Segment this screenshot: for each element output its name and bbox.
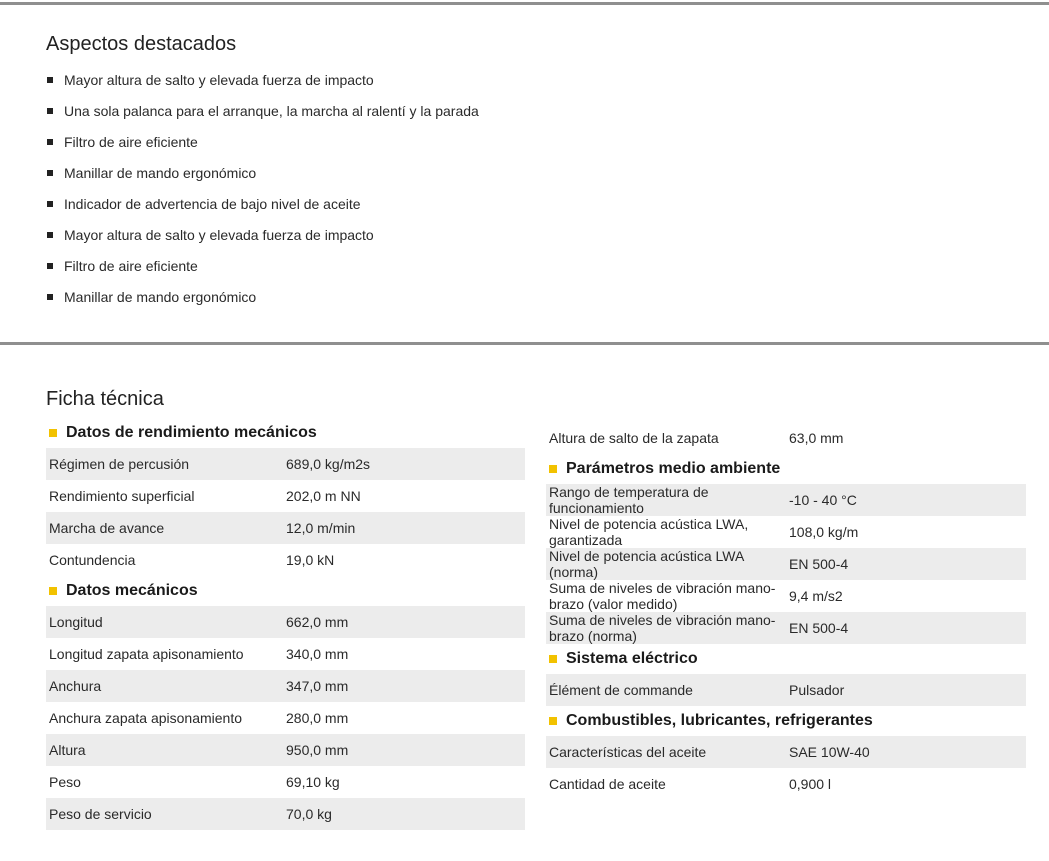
square-bullet-icon	[47, 232, 53, 238]
spec-label: Rango de temperatura de funcionamiento	[549, 484, 709, 516]
highlight-item: Filtro de aire eficiente	[46, 250, 479, 281]
spec-row	[46, 480, 525, 512]
spec-label: Élément de commande	[549, 682, 693, 698]
group-heading-mechanical: Datos mecánicos	[46, 576, 525, 606]
yellow-square-icon	[49, 587, 57, 595]
spec-value: 63,0 mm	[789, 430, 844, 446]
top-divider	[0, 2, 1049, 5]
spec-value: 202,0 m NN	[286, 488, 361, 504]
square-bullet-icon	[47, 139, 53, 145]
highlight-item: Filtro de aire eficiente	[46, 126, 479, 157]
yellow-square-icon	[549, 465, 557, 473]
spec-value: 12,0 m/min	[286, 520, 356, 536]
group-heading-fuels: Combustibles, lubricantes, refrigerantes	[546, 706, 1026, 736]
highlight-item: Una sola palanca para el arranque, la marcha al ralentí y la parada	[46, 95, 479, 126]
spec-row	[46, 448, 525, 480]
spec-row	[546, 612, 1026, 644]
spec-label: Longitud	[49, 614, 103, 630]
spec-label: Anchura	[49, 678, 102, 694]
spec-value: 70,0 kg	[286, 806, 332, 822]
spec-row	[46, 670, 525, 702]
spec-label: Marcha de avance	[49, 520, 165, 536]
spec-row	[546, 736, 1026, 768]
group-heading-electrical: Sistema eléctrico	[546, 644, 1026, 674]
spec-value: EN 500-4	[789, 620, 849, 636]
spec-value: 108,0 kg/m	[789, 524, 859, 540]
spec-row	[546, 422, 1026, 454]
spec-row	[46, 544, 525, 576]
highlight-item: Manillar de mando ergonómico	[46, 281, 479, 312]
spec-value: 69,10 kg	[286, 774, 340, 790]
spec-value: 280,0 mm	[286, 710, 349, 726]
yellow-square-icon	[549, 655, 557, 663]
spec-column-left	[46, 418, 525, 830]
yellow-square-icon	[49, 429, 57, 437]
highlight-item: Mayor altura de salto y elevada fuerza de impacto	[46, 64, 479, 95]
spec-column-right	[546, 422, 1026, 800]
spec-label: Suma de niveles de vibración mano-brazo (valor medido)	[549, 580, 776, 612]
spec-label: Características del aceite	[549, 744, 707, 760]
spec-row	[546, 548, 1026, 580]
group-heading-environment: Parámetros medio ambiente	[546, 454, 1026, 484]
square-bullet-icon	[47, 294, 53, 300]
section-divider	[0, 342, 1049, 345]
spec-row	[546, 580, 1026, 612]
square-bullet-icon	[47, 263, 53, 269]
spec-value: 340,0 mm	[286, 646, 349, 662]
square-bullet-icon	[47, 201, 53, 207]
spec-label: Altura de salto de la zapata	[549, 430, 719, 446]
spec-value: 662,0 mm	[286, 614, 349, 630]
spec-row	[546, 484, 1026, 516]
spec-row	[546, 674, 1026, 706]
spec-value: 9,4 m/s2	[789, 588, 843, 604]
spec-label: Altura	[49, 742, 86, 758]
square-bullet-icon	[47, 108, 53, 114]
spec-value: SAE 10W-40	[789, 744, 870, 760]
spec-value: 689,0 kg/m2s	[286, 456, 371, 472]
spec-row	[546, 516, 1026, 548]
group-heading-performance: Datos de rendimiento mecánicos	[46, 418, 525, 448]
square-bullet-icon	[47, 170, 53, 176]
spec-value: EN 500-4	[789, 556, 849, 572]
spec-value: 347,0 mm	[286, 678, 349, 694]
highlights-title: Aspectos destacados	[46, 33, 237, 55]
highlight-item: Manillar de mando ergonómico	[46, 157, 479, 188]
spec-row	[46, 702, 525, 734]
spec-label: Suma de niveles de vibración mano-brazo (norma)	[549, 612, 776, 644]
yellow-square-icon	[549, 717, 557, 725]
spec-row	[46, 798, 525, 830]
spec-title: Ficha técnica	[46, 388, 164, 410]
spec-value: 19,0 kN	[286, 552, 335, 568]
spec-value: -10 - 40 °C	[789, 492, 857, 508]
spec-row	[46, 512, 525, 544]
spec-label: Nivel de potencia acústica LWA (norma)	[549, 548, 744, 580]
spec-value: 0,900 l	[789, 776, 832, 792]
spec-row	[46, 606, 525, 638]
spec-label: Peso	[49, 774, 81, 790]
spec-row	[546, 768, 1026, 800]
highlight-item: Indicador de advertencia de bajo nivel de aceite	[46, 188, 479, 219]
spec-label: Rendimiento superficial	[49, 488, 195, 504]
spec-label: Longitud zapata apisonamiento	[49, 646, 244, 662]
spec-label: Régimen de percusión	[49, 456, 190, 472]
spec-row	[46, 766, 525, 798]
spec-row	[46, 734, 525, 766]
spec-label: Contundencia	[49, 552, 136, 568]
highlights-list	[46, 64, 479, 312]
spec-value: 950,0 mm	[286, 742, 349, 758]
spec-value: Pulsador	[789, 682, 845, 698]
highlight-item: Mayor altura de salto y elevada fuerza de impacto	[46, 219, 479, 250]
square-bullet-icon	[47, 77, 53, 83]
spec-row	[46, 638, 525, 670]
spec-label: Cantidad de aceite	[549, 776, 666, 792]
spec-label: Anchura zapata apisonamiento	[49, 710, 243, 726]
spec-label: Peso de servicio	[49, 806, 152, 822]
spec-label: Nivel de potencia acústica LWA, garantizada	[549, 516, 749, 548]
